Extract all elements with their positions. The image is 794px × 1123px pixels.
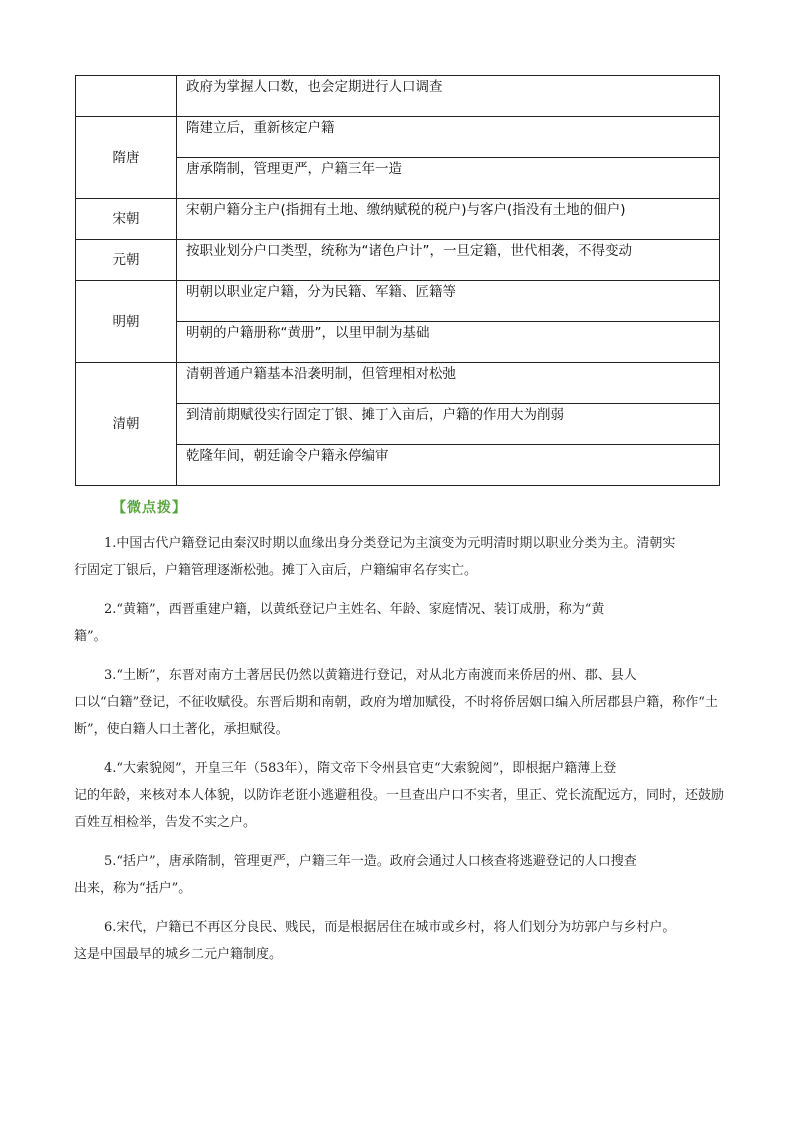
table-row [76,363,720,404]
note-first-line: 3.“土断”，东晋对南方土著居民仍然以黄籍进行登记，对从北方南渡而来侨居的州、郡、县人 [104,668,637,683]
desc-cell: 按职业划分户口类型，统称为“诸色户计”，一旦定籍，世代相袭，不得变动 [177,240,720,281]
note-first-line: 5.“括户”，唐承隋制，管理更严，户籍三年一造。政府会通过人口核查将逃避登记的人口搜查 [104,854,637,869]
note-continuation: 行固定丁银后，户籍管理逐渐松弛。摊丁入亩后，户籍编审名存实亡。 [74,563,478,578]
note-item [74,596,726,650]
table-row [76,117,720,158]
desc-cell: 明朝以职业定户籍，分为民籍、军籍、匠籍等 [177,281,720,322]
note-first-line: 4.“大索貌阅”，开皇三年（583年），隋文帝下令州县官吏“大索貌阅”，即根据户籍薄上登 [104,761,617,776]
tips-notes [74,530,726,980]
note-first-line: 1.中国古代户籍登记由秦汉时期以血缘出身分类登记为主演变为元明清时期以职业分类为主。清朝实 [104,536,676,551]
table-row [76,240,720,281]
desc-cell: 明朝的户籍册称“黄册”，以里甲制为基础 [177,322,720,363]
household-registration-table [75,75,720,486]
desc-cell: 唐承隋制，管理更严，户籍三年一造 [177,158,720,199]
note-first-line: 6.宋代，户籍已不再区分良民、贱民，而是根据居住在城市或乡村，将人们划分为坊郭户与乡村户。 [104,920,676,935]
table-row [76,199,720,240]
note-continuation: 籍”。 [74,629,107,644]
desc-cell: 隋建立后，重新核定户籍 [177,117,720,158]
era-cell: 明朝 [76,281,177,363]
table-row [76,76,720,117]
note-item [74,914,726,968]
note-continuation: 记的年龄，来核对本人体貌，以防诈老诳小逃避租役。一旦查出户口不实者，里正、党长流配远方，同时，还鼓励百姓互相检举，告发不实之户。 [74,788,725,830]
era-cell: 清朝 [76,363,177,486]
era-cell: 宋朝 [76,199,177,240]
desc-cell: 宋朝户籍分主户(指拥有土地、缴纳赋税的税户)与客户(指没有土地的佃户) [177,199,720,240]
desc-cell: 政府为掌握人口数，也会定期进行人口调查 [177,76,720,117]
desc-cell: 到清前期赋役实行固定丁银、摊丁入亩后，户籍的作用大为削弱 [177,404,720,445]
note-item [74,755,726,836]
era-cell [76,76,177,117]
note-continuation: 口以“白籍”登记，不征收赋役。东晋后期和南朝，政府为增加赋役，不时将侨居姻口编入所居郡县户籍，称作“土断”，使白籍人口土著化，承担赋役。 [74,695,718,737]
tips-heading: 【微点拨】 [112,500,187,516]
note-item [74,848,726,902]
desc-cell: 乾隆年间，朝廷谕令户籍永停编审 [177,445,720,486]
era-cell: 元朝 [76,240,177,281]
table-row [76,281,720,322]
note-item [74,662,726,743]
note-first-line: 2.“黄籍”，西晋重建户籍，以黄纸登记户主姓名、年龄、家庭情况、装订成册，称为“黄 [104,602,605,617]
note-item [74,530,726,584]
note-continuation: 这是中国最早的城乡二元户籍制度。 [74,947,283,962]
note-continuation: 出来，称为“括户”。 [74,881,192,896]
era-cell: 隋唐 [76,117,177,199]
desc-cell: 清朝普通户籍基本沿袭明制，但管理相对松弛 [177,363,720,404]
